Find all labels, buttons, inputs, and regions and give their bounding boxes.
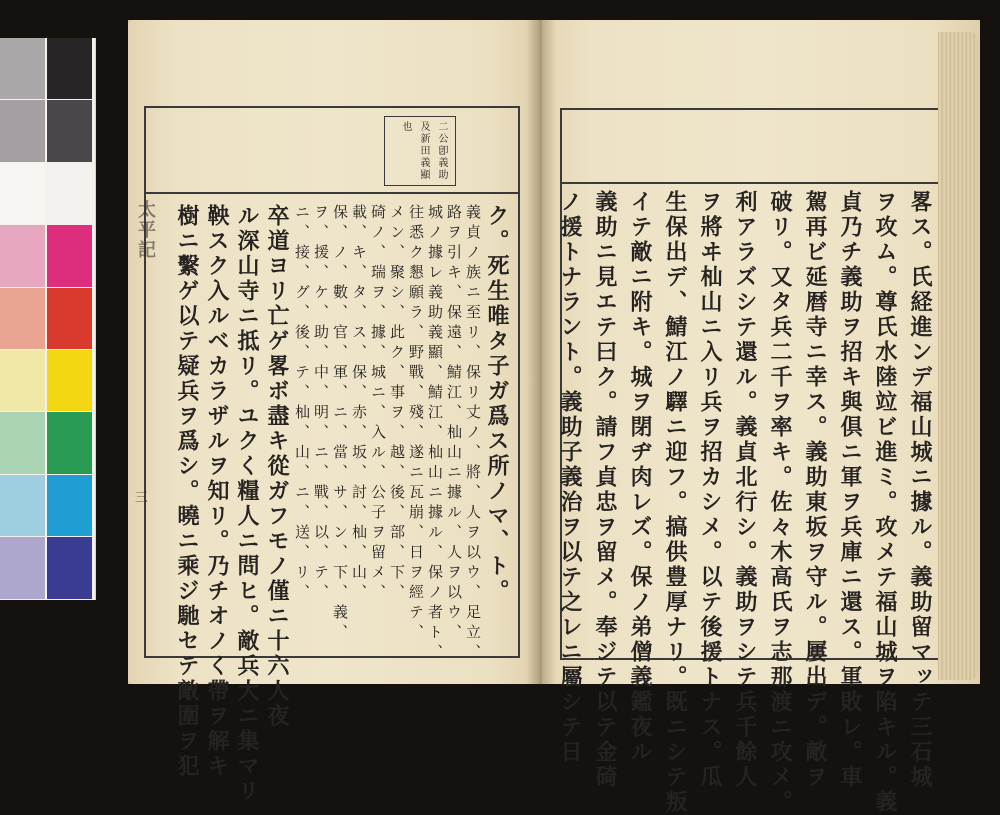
text-column: 卒道ヨリ亡ゲ畧ボ盡キ從ガフモノ僅ニ十六人夜	[264, 204, 290, 729]
color-checker-card	[0, 38, 96, 600]
swatch-pale-yellow	[0, 350, 45, 411]
text-column: イテ敵ニ附キ。城ヲ閉ヂ肉レズ。保ノ弟僧義鑑夜ル	[627, 190, 653, 765]
page-number: 三	[132, 490, 147, 504]
head-note-line: 二公卽義助	[436, 121, 447, 181]
swatch-magenta	[47, 225, 92, 286]
head-note-line: 也	[400, 121, 411, 133]
margin-title: 太平記	[135, 200, 156, 260]
text-column: 路ヲ引キ、保遠、鯖江、杣山ニ據ル、人ヲ以ウ、	[445, 204, 463, 644]
text-column: 保、ノ、數、官、軍、ニ、當、サ、ン、下、義、	[331, 204, 349, 644]
swatch-white	[0, 163, 45, 224]
text-column: 生保出デ、鯖江ノ驛ニ迎フ。搞供豊厚ナリ。既ニシテ叛	[662, 190, 688, 815]
text-column: 駕再ビ延暦寺ニ幸ス。義助東坂ヲ守ル。屢出デ。敵ヲ	[802, 190, 828, 790]
swatch-white-2	[47, 163, 92, 224]
text-column: 利アラズシテ還ル。義貞北行シ。義助ヲシテ兵千餘人	[732, 190, 758, 790]
text-column: 破リ。又タ兵二千ヲ率キ。佐々木高氏ヲ志那渡ニ攻メ。	[767, 190, 793, 815]
head-rule	[562, 182, 948, 184]
text-column: 碕ノ、瑞ヲ、據、城ニ、入ル、公子ヲ留メ、	[369, 204, 387, 604]
text-column: 載、キ、タ、ス、保、赤、坂、討、杣、山、	[350, 204, 368, 604]
text-column: ヲ攻ム。尊氏水陸竝ビ進ミ。攻メテ福山城ヲ陷キル。義	[872, 190, 898, 815]
swatch-pale-green	[0, 412, 45, 473]
swatch-gray-mid	[0, 100, 45, 161]
text-column: ク。死生唯タ子ガ爲ス所ノマ、ト。	[484, 204, 510, 604]
text-column: ヲ將ヰ杣山ニ入リ兵ヲ招カシメ。以テ後援トナス。瓜	[697, 190, 723, 790]
text-column: 義貞ノ族ニ至リ、保リ丈ノ、將、人ヲ以ウ、足立、	[464, 204, 482, 664]
text-column: 樹ニ繫ゲ以テ疑兵ヲ爲シ。曉ニ乘ジ馳セテ敵圍ヲ犯	[174, 204, 200, 779]
swatch-gray-dark	[47, 100, 92, 161]
head-rule	[146, 192, 518, 194]
text-column: 往悉ク懇願ラ、野戰、殘、遂ニ瓦崩、日ヲ經テ、	[407, 204, 425, 644]
swatch-red	[47, 288, 92, 349]
text-column: ノ援トナラント。義助子義治ヲ以テ之レニ屬シテ日	[557, 190, 583, 765]
left-page	[128, 20, 540, 804]
text-column: 義助ニ見エテ曰ク。請フ貞忠ヲ留メ。奉ジテ以テ金碕	[592, 190, 618, 790]
swatch-lavender	[0, 537, 45, 598]
right-page	[540, 20, 980, 815]
swatch-cyan	[47, 475, 92, 536]
swatch-yellow	[47, 350, 92, 411]
swatch-salmon	[0, 288, 45, 349]
text-column: メン、聚シ、此ク、事ヲ、越、後、部、下、	[388, 204, 406, 604]
open-book	[128, 20, 980, 815]
text-column: 畧ス。氏経進ンデ福山城ニ據ル。義助留マッテ三石城	[907, 190, 933, 790]
swatch-black	[47, 38, 92, 99]
swatch-pink	[0, 225, 45, 286]
swatch-gray-light	[0, 38, 45, 99]
head-note-line: 及新田義顯	[418, 121, 429, 181]
swatch-blue	[47, 537, 92, 598]
text-column: 鞅スク入ルベカラザルヲ知リ。乃チオノく帶ヲ解キ	[204, 204, 230, 779]
text-column: ル深山寺ニ抵リ。ユクく糧人ニ問ヒ。敵兵大ニ集マリ	[234, 204, 260, 804]
book-gutter	[526, 20, 556, 684]
swatch-pale-cyan	[0, 475, 45, 536]
page-edges	[938, 32, 978, 680]
head-note-box	[384, 116, 456, 186]
text-column: 貞乃チ義助ヲ招キ與倶ニ軍ヲ兵庫ニ還ス。軍敗レ。車	[837, 190, 863, 790]
text-column: ニ、接、グ、後、テ、杣、山、ニ、送、リ、	[293, 204, 311, 604]
text-column: ヲ、援、ケ、助、中、明、ニ、戰、以、テ、	[312, 204, 330, 604]
text-column: 城ノ據レ義助義顯、鯖江、杣山ニ據ル、保ノ者ト、	[426, 204, 444, 664]
swatch-green	[47, 412, 92, 473]
